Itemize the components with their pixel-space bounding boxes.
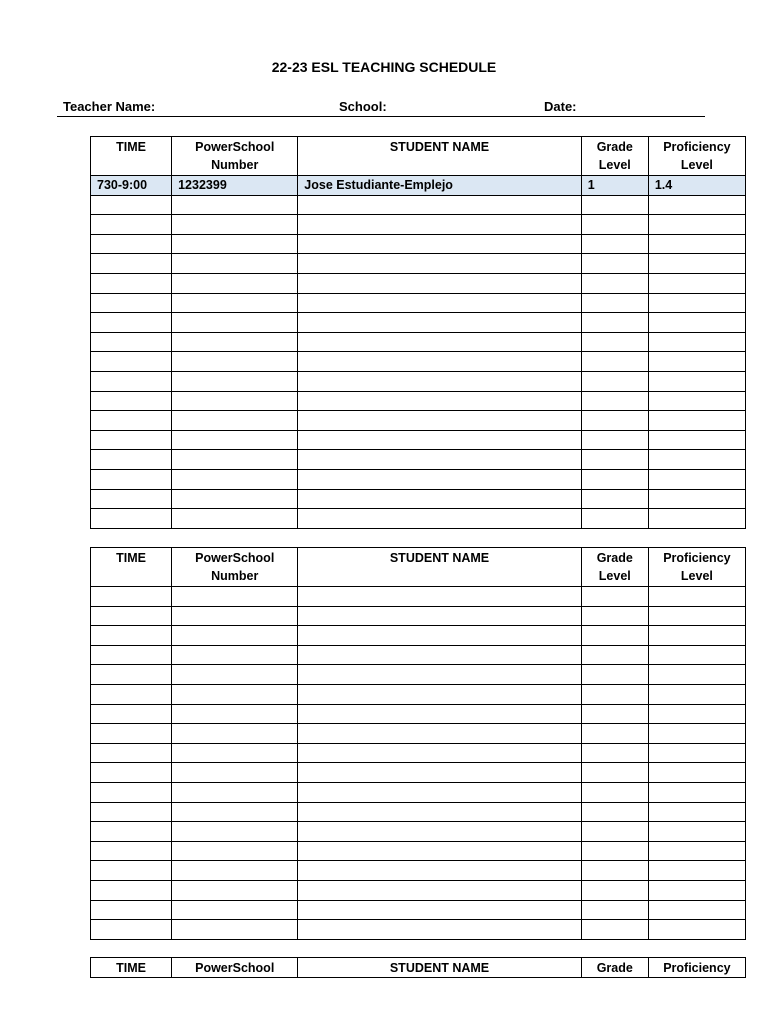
grade-cell[interactable] [581, 234, 648, 254]
student-name-header: STUDENT NAME [298, 958, 581, 978]
student-name-cell[interactable] [298, 684, 581, 704]
school-label: School: [339, 99, 387, 114]
powerschool-header: PowerSchool [172, 958, 298, 978]
student-name-cell[interactable] [298, 724, 581, 744]
student-name-cell[interactable] [298, 411, 581, 431]
proficiency-cell[interactable] [648, 743, 745, 763]
student-name-cell[interactable] [298, 587, 581, 607]
grade-cell[interactable] [581, 489, 648, 509]
student-name-cell[interactable] [298, 743, 581, 763]
proficiency-cell[interactable] [648, 763, 745, 783]
schedule-table-3 [90, 957, 746, 978]
student-name-cell[interactable] [298, 606, 581, 626]
table-row[interactable] [91, 332, 746, 352]
time-cell[interactable] [91, 450, 172, 470]
powerschool-cell[interactable] [172, 313, 298, 333]
student-name-cell[interactable] [298, 880, 581, 900]
time-cell[interactable] [91, 626, 172, 646]
grade-cell[interactable] [581, 469, 648, 489]
time-cell[interactable] [91, 254, 172, 274]
table-row[interactable] [91, 234, 746, 254]
table-row[interactable] [91, 215, 746, 235]
grade-cell[interactable] [581, 724, 648, 744]
time-cell[interactable] [91, 273, 172, 293]
time-header: TIME [91, 958, 172, 978]
student-name-cell[interactable] [298, 371, 581, 391]
table-row[interactable] [91, 411, 746, 431]
table-row[interactable] [91, 176, 746, 196]
student-name-cell[interactable] [298, 313, 581, 333]
table-row[interactable] [91, 684, 746, 704]
table-row[interactable] [91, 802, 746, 822]
grade-cell[interactable] [581, 587, 648, 607]
table-row[interactable] [91, 254, 746, 274]
table-row[interactable] [91, 822, 746, 842]
schedule-table-1 [90, 136, 746, 529]
student-name-cell[interactable] [298, 450, 581, 470]
proficiency-cell[interactable] [648, 352, 745, 372]
table-row[interactable] [91, 606, 746, 626]
table-row[interactable] [91, 626, 746, 646]
powerschool-cell[interactable] [172, 704, 298, 724]
table-row[interactable] [91, 469, 746, 489]
powerschool-cell[interactable] [172, 293, 298, 313]
grade-cell[interactable] [581, 411, 648, 431]
powerschool-cell[interactable] [172, 273, 298, 293]
proficiency-cell[interactable] [648, 802, 745, 822]
student-name-cell[interactable] [298, 430, 581, 450]
table-row[interactable] [91, 352, 746, 372]
table-row[interactable] [91, 645, 746, 665]
grade-cell[interactable] [581, 684, 648, 704]
time-cell[interactable] [91, 411, 172, 431]
table-row[interactable] [91, 782, 746, 802]
powerschool-cell[interactable] [172, 352, 298, 372]
student-name-cell[interactable] [298, 900, 581, 920]
grade-cell[interactable] [581, 626, 648, 646]
proficiency-cell[interactable] [648, 920, 745, 940]
proficiency-cell[interactable] [648, 684, 745, 704]
powerschool-cell[interactable] [172, 606, 298, 626]
grade-header: Grade Level [581, 548, 648, 587]
powerschool-cell[interactable] [172, 587, 298, 607]
powerschool-cell[interactable] [172, 626, 298, 646]
powerschool-header: PowerSchool Number [172, 137, 298, 176]
time-cell[interactable] [91, 371, 172, 391]
grade-cell[interactable] [581, 920, 648, 940]
grade-cell[interactable] [581, 352, 648, 372]
table-row[interactable] [91, 587, 746, 607]
time-cell[interactable] [91, 293, 172, 313]
table-row[interactable] [91, 293, 746, 313]
time-cell[interactable] [91, 782, 172, 802]
grade-cell[interactable] [581, 861, 648, 881]
student-name-header: STUDENT NAME [298, 137, 581, 176]
grade-cell[interactable] [581, 802, 648, 822]
time-header: TIME [91, 548, 172, 587]
table-row[interactable] [91, 371, 746, 391]
proficiency-cell[interactable] [648, 861, 745, 881]
student-name-cell[interactable] [298, 273, 581, 293]
page-title: 22-23 ESL TEACHING SCHEDULE [271, 59, 497, 75]
time-cell[interactable] [91, 606, 172, 626]
grade-cell[interactable] [581, 195, 648, 215]
table-row[interactable] [91, 900, 746, 920]
proficiency-cell[interactable] [648, 215, 745, 235]
proficiency-header: Proficiency [648, 958, 745, 978]
student-name-cell[interactable] [298, 645, 581, 665]
proficiency-header: Proficiency Level [648, 137, 745, 176]
time-cell[interactable] [91, 920, 172, 940]
powerschool-cell[interactable] [172, 763, 298, 783]
student-name-cell[interactable] [298, 920, 581, 940]
proficiency-cell[interactable] [648, 450, 745, 470]
grade-cell[interactable] [581, 430, 648, 450]
proficiency-cell[interactable] [648, 293, 745, 313]
powerschool-cell[interactable] [172, 782, 298, 802]
student-name-cell[interactable] [298, 352, 581, 372]
proficiency-cell[interactable] [648, 704, 745, 724]
powerschool-cell[interactable] [172, 802, 298, 822]
grade-cell[interactable] [581, 450, 648, 470]
student-name-cell[interactable] [298, 626, 581, 646]
grade-cell[interactable] [581, 763, 648, 783]
proficiency-cell[interactable] [648, 880, 745, 900]
proficiency-cell[interactable] [648, 430, 745, 450]
grade-cell[interactable] [581, 665, 648, 685]
student-name-cell[interactable] [298, 215, 581, 235]
grade-cell[interactable] [581, 293, 648, 313]
powerschool-cell[interactable] [172, 645, 298, 665]
student-name-cell[interactable] [298, 782, 581, 802]
powerschool-cell[interactable] [172, 215, 298, 235]
powerschool-header: PowerSchool Number [172, 548, 298, 587]
table-row[interactable] [91, 743, 746, 763]
date-label: Date: [544, 99, 577, 114]
grade-cell[interactable] [581, 822, 648, 842]
teacher-name-label: Teacher Name: [63, 99, 156, 114]
table-row[interactable] [91, 665, 746, 685]
powerschool-cell[interactable] [172, 234, 298, 254]
grade-header: Grade [581, 958, 648, 978]
time-cell[interactable] [91, 587, 172, 607]
powerschool-cell[interactable] [172, 861, 298, 881]
student-name-cell[interactable] [298, 195, 581, 215]
student-name-cell[interactable] [298, 509, 581, 529]
time-cell[interactable] [91, 822, 172, 842]
table-row[interactable] [91, 430, 746, 450]
proficiency-cell[interactable] [648, 645, 745, 665]
student-name-cell[interactable] [298, 234, 581, 254]
time-cell[interactable] [91, 509, 172, 529]
time-cell[interactable] [91, 430, 172, 450]
grade-cell[interactable] [581, 880, 648, 900]
powerschool-cell[interactable] [172, 391, 298, 411]
proficiency-cell[interactable] [648, 841, 745, 861]
time-cell[interactable] [91, 665, 172, 685]
grade-cell[interactable] [581, 743, 648, 763]
student-name-cell[interactable] [298, 489, 581, 509]
grade-cell[interactable]: 1 [581, 176, 648, 196]
student-name-cell[interactable] [298, 254, 581, 274]
student-name-cell[interactable] [298, 293, 581, 313]
grade-cell[interactable] [581, 215, 648, 235]
student-name-cell[interactable] [298, 704, 581, 724]
powerschool-cell[interactable] [172, 684, 298, 704]
grade-cell[interactable] [581, 509, 648, 529]
student-name-header: STUDENT NAME [298, 548, 581, 587]
table-row[interactable] [91, 273, 746, 293]
table-row[interactable] [91, 313, 746, 333]
proficiency-cell[interactable] [648, 900, 745, 920]
powerschool-cell[interactable] [172, 489, 298, 509]
proficiency-cell[interactable] [648, 273, 745, 293]
powerschool-cell[interactable] [172, 822, 298, 842]
table-row[interactable] [91, 195, 746, 215]
grade-cell[interactable] [581, 371, 648, 391]
student-name-cell[interactable] [298, 822, 581, 842]
powerschool-cell[interactable] [172, 430, 298, 450]
time-cell[interactable] [91, 900, 172, 920]
proficiency-cell[interactable] [648, 822, 745, 842]
grade-cell[interactable] [581, 254, 648, 274]
powerschool-cell[interactable] [172, 469, 298, 489]
powerschool-cell[interactable] [172, 254, 298, 274]
time-cell[interactable] [91, 880, 172, 900]
proficiency-cell[interactable] [648, 195, 745, 215]
student-name-cell[interactable] [298, 332, 581, 352]
time-cell[interactable] [91, 352, 172, 372]
proficiency-cell[interactable] [648, 234, 745, 254]
time-cell[interactable] [91, 841, 172, 861]
proficiency-cell[interactable] [648, 489, 745, 509]
grade-cell[interactable] [581, 606, 648, 626]
powerschool-cell[interactable] [172, 920, 298, 940]
table-header-row [91, 137, 746, 176]
time-cell[interactable] [91, 469, 172, 489]
proficiency-cell[interactable] [648, 606, 745, 626]
powerschool-cell[interactable] [172, 743, 298, 763]
proficiency-cell[interactable] [648, 313, 745, 333]
table-row[interactable] [91, 450, 746, 470]
proficiency-cell[interactable] [648, 391, 745, 411]
powerschool-cell[interactable] [172, 450, 298, 470]
student-name-cell[interactable]: Jose Estudiante-Emplejo [298, 176, 581, 196]
student-name-cell[interactable] [298, 802, 581, 822]
grade-cell[interactable] [581, 704, 648, 724]
grade-cell[interactable] [581, 391, 648, 411]
proficiency-cell[interactable] [648, 724, 745, 744]
time-cell[interactable] [91, 234, 172, 254]
time-cell[interactable] [91, 313, 172, 333]
grade-cell[interactable] [581, 841, 648, 861]
time-cell[interactable] [91, 215, 172, 235]
student-name-cell[interactable] [298, 861, 581, 881]
time-cell[interactable]: 730-9:00 [91, 176, 172, 196]
grade-cell[interactable] [581, 782, 648, 802]
proficiency-cell[interactable] [648, 469, 745, 489]
time-cell[interactable] [91, 645, 172, 665]
powerschool-cell[interactable] [172, 665, 298, 685]
powerschool-cell[interactable] [172, 724, 298, 744]
proficiency-cell[interactable] [648, 665, 745, 685]
student-name-cell[interactable] [298, 763, 581, 783]
powerschool-cell[interactable] [172, 841, 298, 861]
time-cell[interactable] [91, 802, 172, 822]
table-row[interactable] [91, 880, 746, 900]
powerschool-cell[interactable] [172, 411, 298, 431]
powerschool-cell[interactable] [172, 371, 298, 391]
powerschool-cell[interactable]: 1232399 [172, 176, 298, 196]
powerschool-cell[interactable] [172, 900, 298, 920]
proficiency-cell[interactable] [648, 509, 745, 529]
time-cell[interactable] [91, 195, 172, 215]
powerschool-cell[interactable] [172, 880, 298, 900]
table-row[interactable] [91, 509, 746, 529]
table-header-row [91, 548, 746, 587]
time-cell[interactable] [91, 489, 172, 509]
time-cell[interactable] [91, 332, 172, 352]
table-row[interactable] [91, 489, 746, 509]
time-cell[interactable] [91, 684, 172, 704]
grade-cell[interactable] [581, 645, 648, 665]
table-row[interactable] [91, 704, 746, 724]
schedule-table-2 [90, 547, 746, 940]
student-name-cell[interactable] [298, 391, 581, 411]
table-row[interactable] [91, 920, 746, 940]
powerschool-cell[interactable] [172, 509, 298, 529]
time-cell[interactable] [91, 861, 172, 881]
table-header-row [91, 958, 746, 978]
proficiency-cell[interactable] [648, 254, 745, 274]
proficiency-cell[interactable] [648, 411, 745, 431]
time-cell[interactable] [91, 743, 172, 763]
table-row[interactable] [91, 861, 746, 881]
proficiency-cell[interactable] [648, 782, 745, 802]
powerschool-cell[interactable] [172, 195, 298, 215]
grade-cell[interactable] [581, 273, 648, 293]
grade-cell[interactable] [581, 900, 648, 920]
time-cell[interactable] [91, 391, 172, 411]
proficiency-cell[interactable] [648, 371, 745, 391]
proficiency-header: Proficiency Level [648, 548, 745, 587]
header-fields [57, 98, 705, 117]
grade-cell[interactable] [581, 332, 648, 352]
proficiency-cell[interactable] [648, 332, 745, 352]
grade-cell[interactable] [581, 313, 648, 333]
proficiency-cell[interactable]: 1.4 [648, 176, 745, 196]
time-cell[interactable] [91, 763, 172, 783]
time-header: TIME [91, 137, 172, 176]
grade-header: Grade Level [581, 137, 648, 176]
table-row[interactable] [91, 391, 746, 411]
table-row[interactable] [91, 724, 746, 744]
proficiency-cell[interactable] [648, 626, 745, 646]
time-cell[interactable] [91, 704, 172, 724]
table-row[interactable] [91, 841, 746, 861]
time-cell[interactable] [91, 724, 172, 744]
proficiency-cell[interactable] [648, 587, 745, 607]
student-name-cell[interactable] [298, 665, 581, 685]
table-row[interactable] [91, 763, 746, 783]
powerschool-cell[interactable] [172, 332, 298, 352]
student-name-cell[interactable] [298, 841, 581, 861]
student-name-cell[interactable] [298, 469, 581, 489]
